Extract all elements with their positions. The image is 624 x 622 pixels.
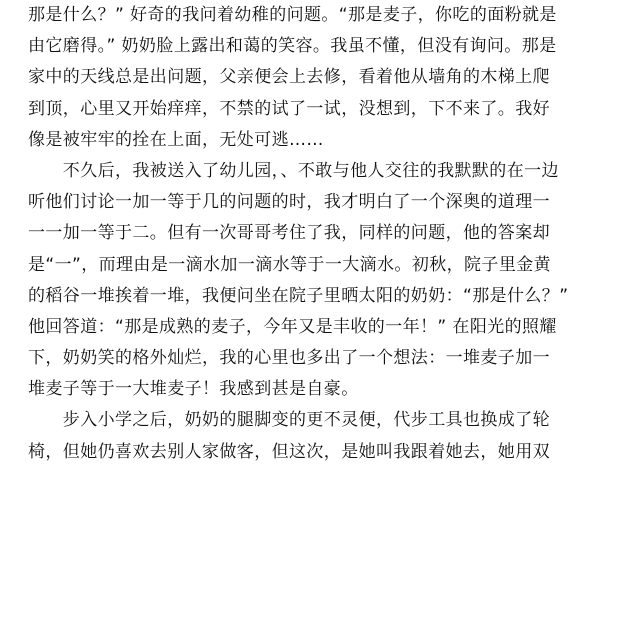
- text-line: 下，奶奶笑的格外灿烂，我的心里也多出了一个想法：一堆麦子加一: [28, 348, 550, 369]
- text-line: 由它磨得。” 奶奶脸上露出和蔼的笑容。我虽不懂，但没有询问。那是: [28, 36, 557, 57]
- paragraph-start-line: 不久后，我被送入了幼儿园，、不敢与他人交往的我默默的在一边: [28, 160, 559, 181]
- text-line: 听他们讨论一加一等于几的问题的时，我才明白了一个深奥的道理一: [28, 192, 550, 213]
- text-line: 那是什么？” 好奇的我问着幼稚的问题。“那是麦子，你吃的面粉就是: [28, 5, 557, 25]
- text-line: 是“一”，而理由是一滴水加一滴水等于一大滴水。初秋，院子里金黄: [28, 254, 552, 275]
- paragraph-start-line: 步入小学之后，奶奶的腿脚变的更不灵便，代步工具也换成了轮: [28, 410, 550, 431]
- text-line: 一一加一等于二。但有一次哥哥考住了我，同样的问题，他的答案却: [28, 223, 550, 244]
- text-line: 像是被牢牢的拴在上面，无处可逃……: [28, 129, 324, 150]
- text-line: 椅，但她仍喜欢去别人家做客，但这次，是她叫我跟着她去，她用双: [28, 441, 550, 462]
- text-line: 到顶，心里又开始痒痒，不禁的试了一试，没想到，下不来了。我好: [28, 98, 550, 119]
- text-line: 的稻谷一堆挨着一堆，我便问坐在院子里晒太阳的奶奶：“那是什么？”: [28, 285, 569, 306]
- text-line: 堆麦子等于一大堆麦子！我感到甚是自豪。: [28, 379, 359, 400]
- text-line: 家中的天线总是出问题，父亲便会上去修，看着他从墙角的木梯上爬: [28, 67, 550, 88]
- text-line: 他回答道：“那是成熟的麦子，今年又是丰收的一年！” 在阳光的照耀: [28, 316, 557, 337]
